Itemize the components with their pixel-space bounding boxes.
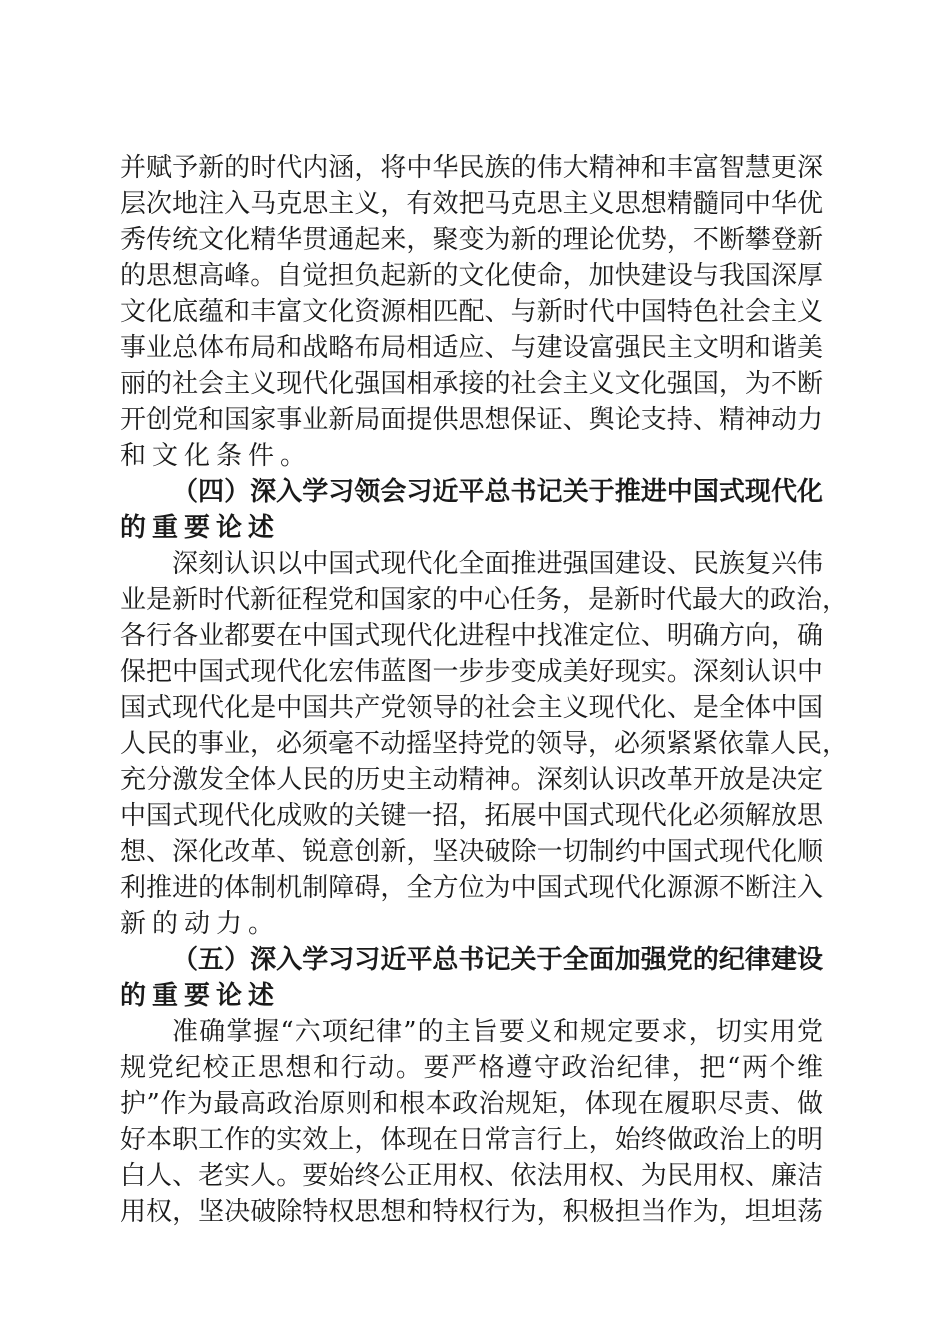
document-page <box>120 150 849 1230</box>
text-line: 事业总体布局和战略布局相适应、与建设富强民主文明和谐美 <box>120 333 823 363</box>
section-heading <box>120 474 823 546</box>
text-line: 丽的社会主义现代化强国相承接的社会主义文化强国，为不断 <box>120 369 823 399</box>
text-line: 和文化条件。 <box>120 441 313 471</box>
text-line: 深刻认识以中国式现代化全面推进强国建设、民族复兴伟 <box>172 549 823 579</box>
body-paragraph <box>120 546 849 942</box>
text-line: 中国式现代化成败的关键一招，拓展中国式现代化必须解放思 <box>120 801 823 831</box>
section-heading <box>120 942 823 1014</box>
text-line: 规党纪校正思想和行动。要严格遵守政治纪律，把“两个维 <box>120 1053 823 1083</box>
text-line: 国式现代化是中国共产党领导的社会主义现代化、是全体中国 <box>120 693 823 723</box>
text-line: 人民的事业，必须毫不动摇坚持党的领导，必须紧紧依靠人民， <box>120 729 849 759</box>
text-line: 各行各业都要在中国式现代化进程中找准定位、明确方向，确 <box>120 621 823 651</box>
text-line: 白人、老实人。要始终公正用权、依法用权、为民用权、廉洁 <box>120 1161 823 1191</box>
text-line: 开创党和国家事业新局面提供思想保证、舆论支持、精神动力 <box>120 405 823 435</box>
text-line: 充分激发全体人民的历史主动精神。深刻认识改革开放是决定 <box>120 765 823 795</box>
body-paragraph <box>120 150 823 474</box>
text-line: 的重要论述 <box>120 513 281 543</box>
text-line: 文化底蕴和丰富文化资源相匹配、与新时代中国特色社会主义 <box>120 297 823 327</box>
text-line: （四）深入学习领会习近平总书记关于推进中国式现代化 <box>172 477 823 507</box>
text-line: 保把中国式现代化宏伟蓝图一步步变成美好现实。深刻认识中 <box>120 657 823 687</box>
text-line: 用权，坚决破除特权思想和特权行为，积极担当作为，坦坦荡 <box>120 1197 823 1227</box>
text-line: 并赋予新的时代内涵，将中华民族的伟大精神和丰富智慧更深 <box>120 153 823 183</box>
text-line: 的重要论述 <box>120 981 281 1011</box>
text-line: 层次地注入马克思主义，有效把马克思主义思想精髓同中华优 <box>120 189 823 219</box>
text-line: 想、深化改革、锐意创新，坚决破除一切制约中国式现代化顺 <box>120 837 823 867</box>
text-line: 准确掌握“六项纪律”的主旨要义和规定要求，切实用党 <box>172 1017 823 1047</box>
body-paragraph <box>120 1014 823 1230</box>
text-line: 秀传统文化精华贯通起来，聚变为新的理论优势，不断攀登新 <box>120 225 823 255</box>
text-line: 护”作为最高政治原则和根本政治规矩，体现在履职尽责、做 <box>120 1089 823 1119</box>
text-line: 新的动力。 <box>120 909 281 939</box>
text-line: （五）深入学习习近平总书记关于全面加强党的纪律建设 <box>172 945 823 975</box>
text-line: 利推进的体制机制障碍，全方位为中国式现代化源源不断注入 <box>120 873 823 903</box>
text-line: 的思想高峰。自觉担负起新的文化使命，加快建设与我国深厚 <box>120 261 823 291</box>
text-line: 好本职工作的实效上，体现在日常言行上，始终做政治上的明 <box>120 1125 823 1155</box>
text-line: 业是新时代新征程党和国家的中心任务，是新时代最大的政治， <box>120 585 849 615</box>
